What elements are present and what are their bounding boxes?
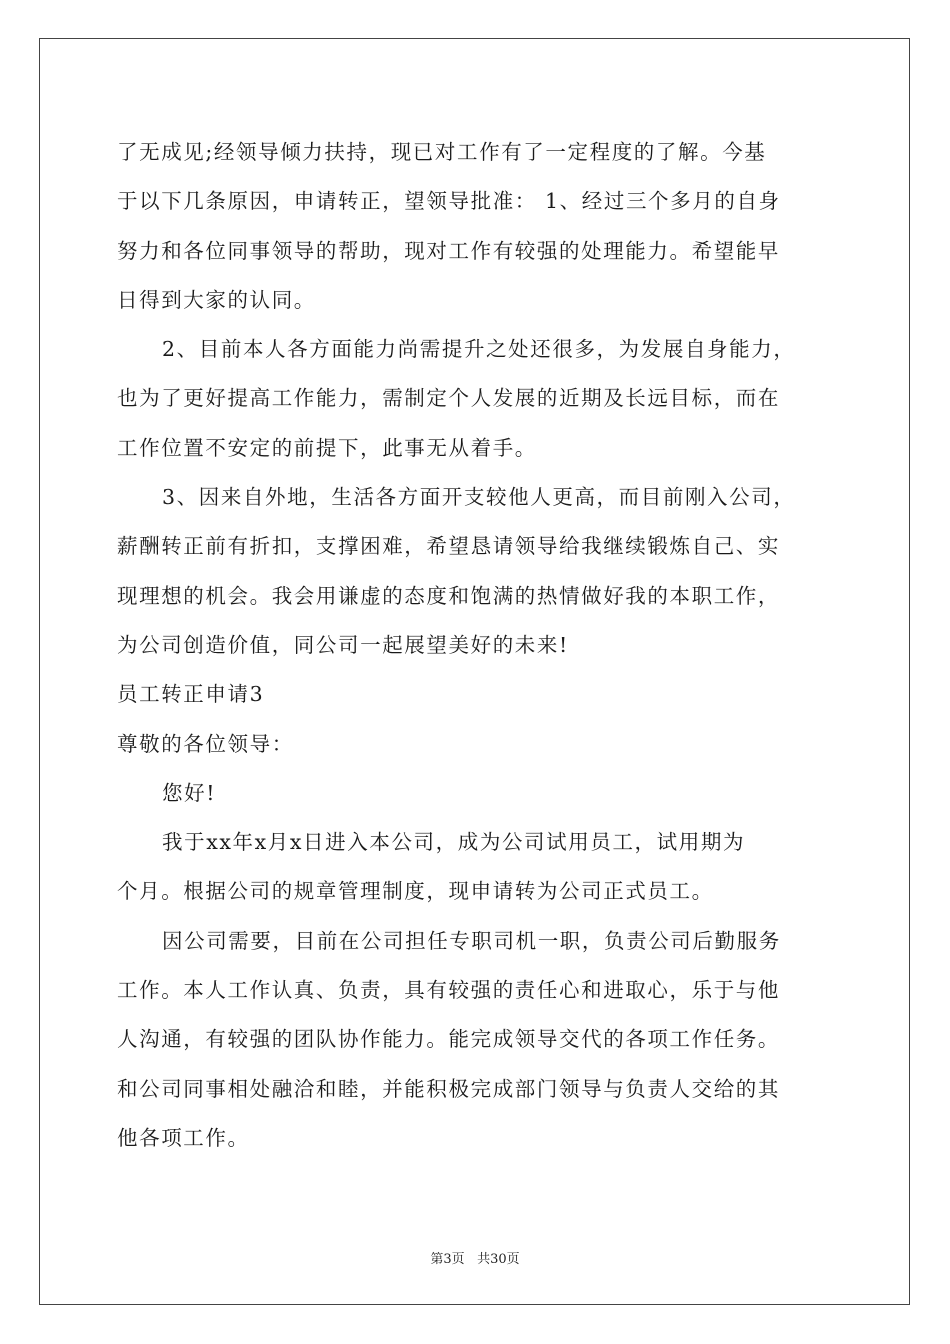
page-footer xyxy=(0,1248,950,1267)
page-number: 第3页 xyxy=(430,1252,465,1267)
text-line: 日得到大家的认同。 xyxy=(117,287,316,312)
text-line: 薪酬转正前有折扣，支撑困难，希望恳请领导给我继续锻炼自己、实 xyxy=(117,534,780,559)
text-line: 现理想的机会。我会用谦虚的态度和饱满的热情做好我的本职工作， xyxy=(117,583,780,608)
paragraph-start: 3、因来自外地，生活各方面开支较他人更高，而目前刚入公司， xyxy=(162,485,796,510)
text-line: 人沟通，有较强的团队协作能力。能完成领导交代的各项工作任务。 xyxy=(117,1027,780,1052)
paragraph-start: 我于xx年x月x日进入本公司，成为公司试用员工，试用期为 xyxy=(162,830,746,855)
text-line: 他各项工作。 xyxy=(117,1125,250,1150)
paragraph-start: 因公司需要，目前在公司担任专职司机一职，负责公司后勤服务 xyxy=(162,928,781,953)
text-line: 努力和各位同事领导的帮助，现对工作有较强的处理能力。希望能早 xyxy=(117,238,780,263)
paragraph-start: 2、目前本人各方面能力尚需提升之处还很多，为发展自身能力， xyxy=(162,337,796,362)
text-line: 和公司同事相处融洽和睦，并能积极完成部门领导与负责人交给的其 xyxy=(117,1076,780,1101)
document-body xyxy=(117,128,837,1163)
greeting: 您好! xyxy=(162,780,217,805)
text-line: 了无成见;经领导倾力扶持，现已对工作有了一定程度的了解。今基 xyxy=(117,140,767,164)
text-line: 工作。本人工作认真、负责，具有较强的责任心和进取心，乐于与他 xyxy=(117,978,780,1003)
salutation: 尊敬的各位领导： xyxy=(117,731,294,756)
text-line: 为公司创造价值，同公司一起展望美好的未来! xyxy=(117,632,569,657)
section-title: 员工转正申请3 xyxy=(117,682,265,707)
text-line: 个月。根据公司的规章管理制度，现申请转为公司正式员工。 xyxy=(117,879,714,904)
text-line: 工作位置不安定的前提下，此事无从着手。 xyxy=(117,435,537,460)
text-line: 也为了更好提高工作能力，需制定个人发展的近期及长远目标，而在 xyxy=(117,386,780,411)
text-line: 于以下几条原因，申请转正，望领导批准： 1、经过三个多月的自身 xyxy=(117,189,781,214)
page-total: 共30页 xyxy=(477,1252,520,1267)
